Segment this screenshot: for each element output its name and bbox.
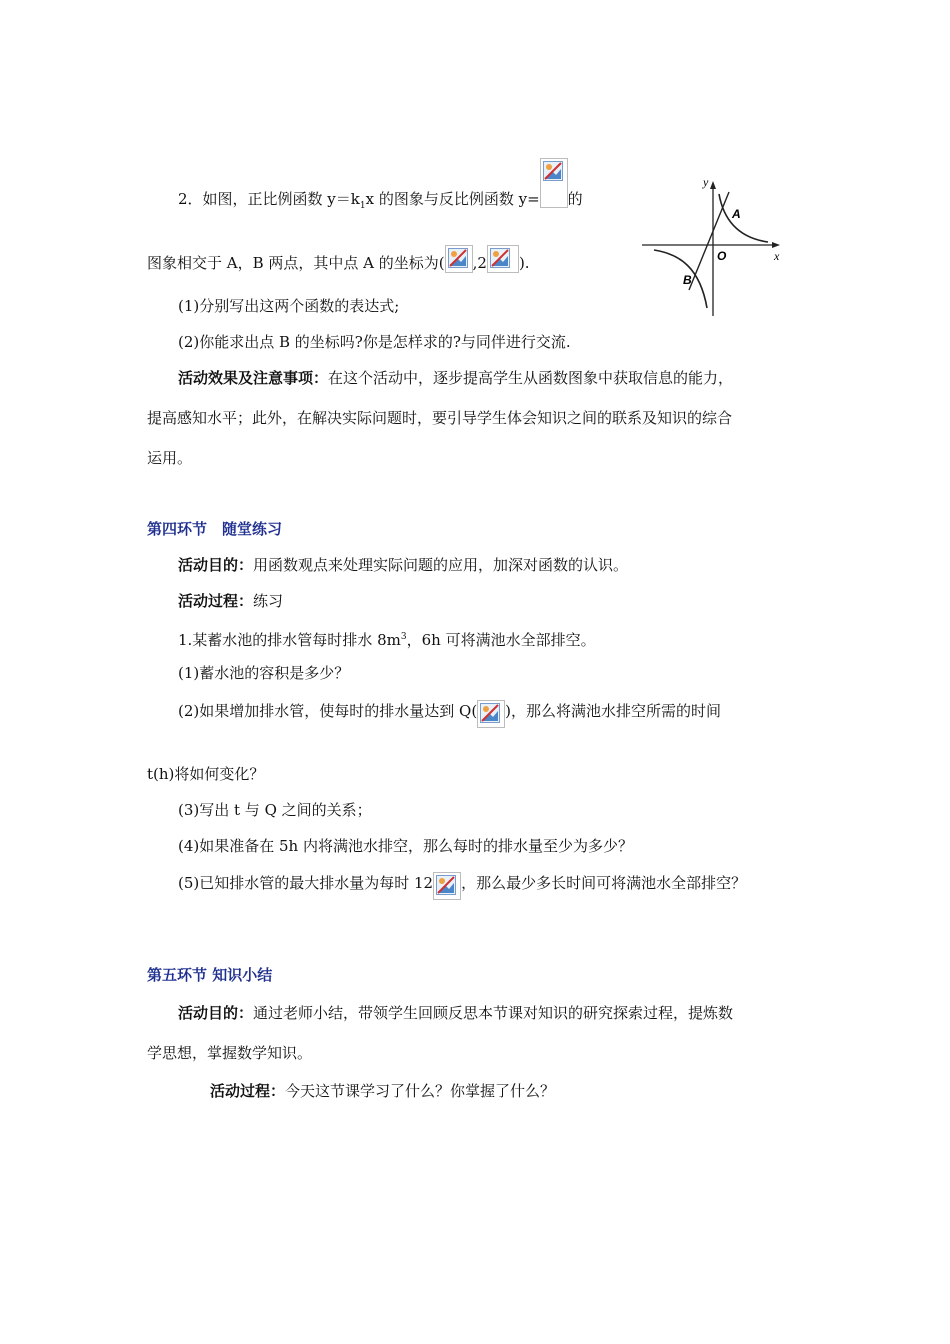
section4-heading: 第四环节 随堂练习 [147, 520, 283, 538]
note-label: 活动效果及注意事项： [178, 369, 329, 387]
x-axis-label: x [774, 249, 780, 263]
section5-process: 活动过程：今天这节课学习了什么？你掌握了什么？ [210, 1082, 556, 1100]
broken-image-icon [445, 245, 473, 273]
problem1-q1: (1)蓄水池的容积是多少？ [178, 664, 350, 682]
q2-item1: (1)分别写出这两个函数的表达式; [178, 297, 400, 315]
problem1-q4: (4)如果准备在 5h 内将满池水排空，那么每时的排水量至少为多少？ [178, 837, 633, 855]
section5-heading: 第五环节 知识小结 [147, 966, 273, 984]
section5-goal-cont: 学思想，掌握数学知识。 [147, 1044, 313, 1062]
section5-goal: 活动目的：通过老师小结，带领学生回顾反思本节课对知识的研究探索过程，提炼数 [178, 1004, 734, 1022]
function-graph [640, 172, 790, 318]
hyperbola-branch-2 [654, 250, 707, 308]
y-axis-label: y [703, 175, 709, 189]
point-b-label: B [683, 273, 692, 287]
y-axis-arrow [710, 181, 716, 189]
q2-item2: (2)你能求出点 B 的坐标吗?你是怎样求的?与同伴进行交流. [178, 333, 571, 351]
problem1-q2: (2)如果增加排水管，使每时的排水量达到 Q( )，那么将满池水排空所需的时间 [178, 700, 721, 728]
note-line2: 提高感知水平；此外，在解决实际问题时，要引导学生体会知识之间的联系及知识的综合 [147, 409, 733, 427]
broken-image-icon [540, 158, 568, 208]
note-line1: 活动效果及注意事项：在这个活动中，逐步提高学生从函数图象中获取信息的能力， [178, 369, 734, 387]
problem1-q3: (3)写出 t 与 Q 之间的关系； [178, 801, 372, 819]
section4-process: 活动过程：练习 [178, 592, 284, 610]
hyperbola-branch-1 [719, 194, 768, 242]
x-axis-arrow [772, 242, 780, 248]
point-a-label: A [732, 207, 741, 221]
problem1-q2-cont: t(h)将如何变化？ [147, 765, 265, 783]
problem1: 1.某蓄水池的排水管每时排水 $8m^3$，6h 可将满池水全部排空。 [178, 631, 596, 649]
broken-image-icon [487, 245, 519, 273]
q2-line2: 图象相交于 A，B 两点，其中点 A 的坐标为( ,2 ). [147, 245, 530, 273]
section4-goal: 活动目的：用函数观点来处理实际问题的应用，加深对函数的认识。 [178, 556, 629, 574]
origin-label: O [717, 249, 727, 263]
note-line3: 运用。 [147, 449, 193, 467]
q2-line1: 2．如图，正比例函数 $y=k_1x$ 的图象与反比例函数 y= 的 [178, 158, 583, 216]
broken-image-icon [433, 872, 461, 900]
problem1-q5: (5)已知排水管的最大排水量为每时 12 ，那么最少多长时间可将满池水全部排空？ [178, 872, 746, 900]
broken-image-icon [477, 700, 505, 728]
